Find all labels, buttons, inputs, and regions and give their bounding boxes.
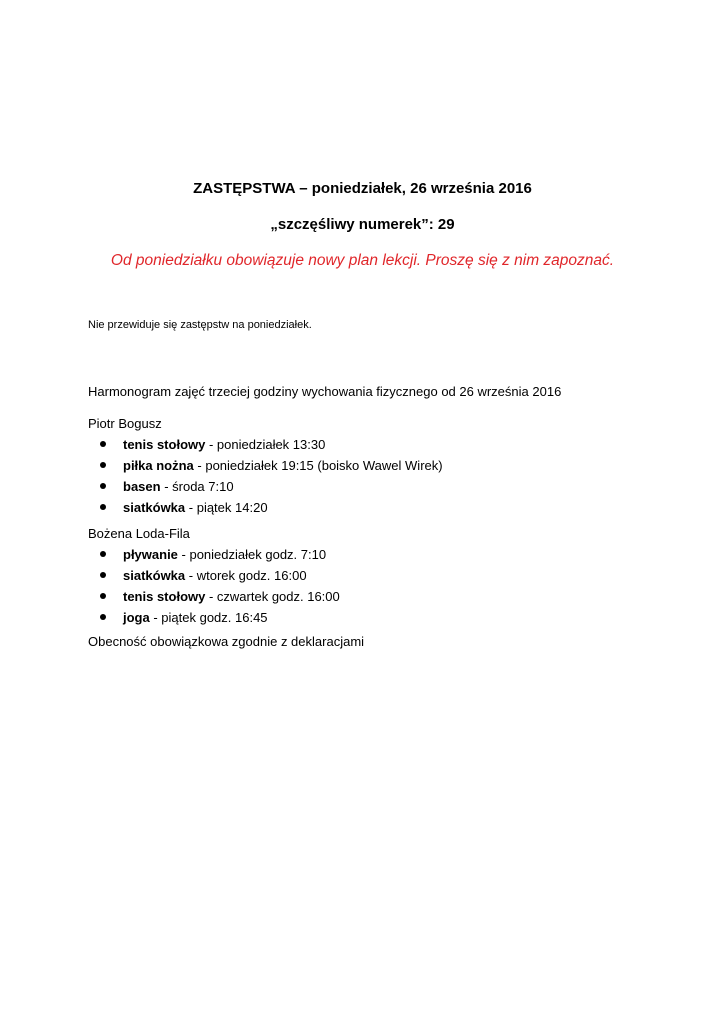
activity-detail: - piątek godz. 16:45 [149,610,268,625]
no-substitutions-note: Nie przewiduje się zastępstw na poniedziałek. [88,319,312,331]
schedule-notice: Od poniedziałku obowiązuje nowy plan lekcji. Proszę się z nim zapoznać. [110,252,615,269]
activity-list [88,434,443,518]
sport-name: siatkówka [123,500,186,515]
activity-detail: - środa 7:10 [160,479,234,494]
activity-detail: - poniedziałek 19:15 (boisko Wawel Wirek) [193,458,443,473]
lucky-number: „szczęśliwy numerek”: 29 [270,216,455,233]
list-item [88,497,443,518]
schedule-title: Harmonogram zajęć trzeciej godziny wychowania fizycznego od 26 września 2016 [88,384,562,399]
sport-name: joga [123,610,150,625]
bullet-icon [100,504,106,510]
list-item [88,544,340,565]
activity-detail: - czwartek godz. 16:00 [205,589,340,604]
activity-detail: - wtorek godz. 16:00 [185,568,307,583]
sport-name: tenis stołowy [123,589,206,604]
list-item [88,607,340,628]
sport-name: piłka nożna [123,458,194,473]
list-item [88,434,443,455]
list-item [88,455,443,476]
bullet-icon [100,551,106,557]
list-item [88,565,340,586]
bullet-icon [100,614,106,620]
page-title: ZASTĘPSTWA – poniedziałek, 26 września 2016 [193,180,532,197]
bullet-icon [100,483,106,489]
sport-name: tenis stołowy [123,437,206,452]
sport-name: siatkówka [123,568,186,583]
bullet-icon [100,572,106,578]
activity-detail: - poniedziałek godz. 7:10 [177,547,327,562]
activity-list [88,544,340,628]
bullet-icon [100,462,106,468]
teacher-name: Piotr Bogusz [88,416,162,431]
teacher-name: Bożena Loda-Fila [88,526,190,541]
activity-detail: - poniedziałek 13:30 [205,437,326,452]
bullet-icon [100,593,106,599]
bullet-icon [100,441,106,447]
list-item [88,586,340,607]
activity-detail: - piątek 14:20 [185,500,268,515]
list-item [88,476,443,497]
closing-note: Obecność obowiązkowa zgodnie z deklaracjami [88,634,365,649]
sport-name: pływanie [123,547,178,562]
sport-name: basen [123,479,161,494]
